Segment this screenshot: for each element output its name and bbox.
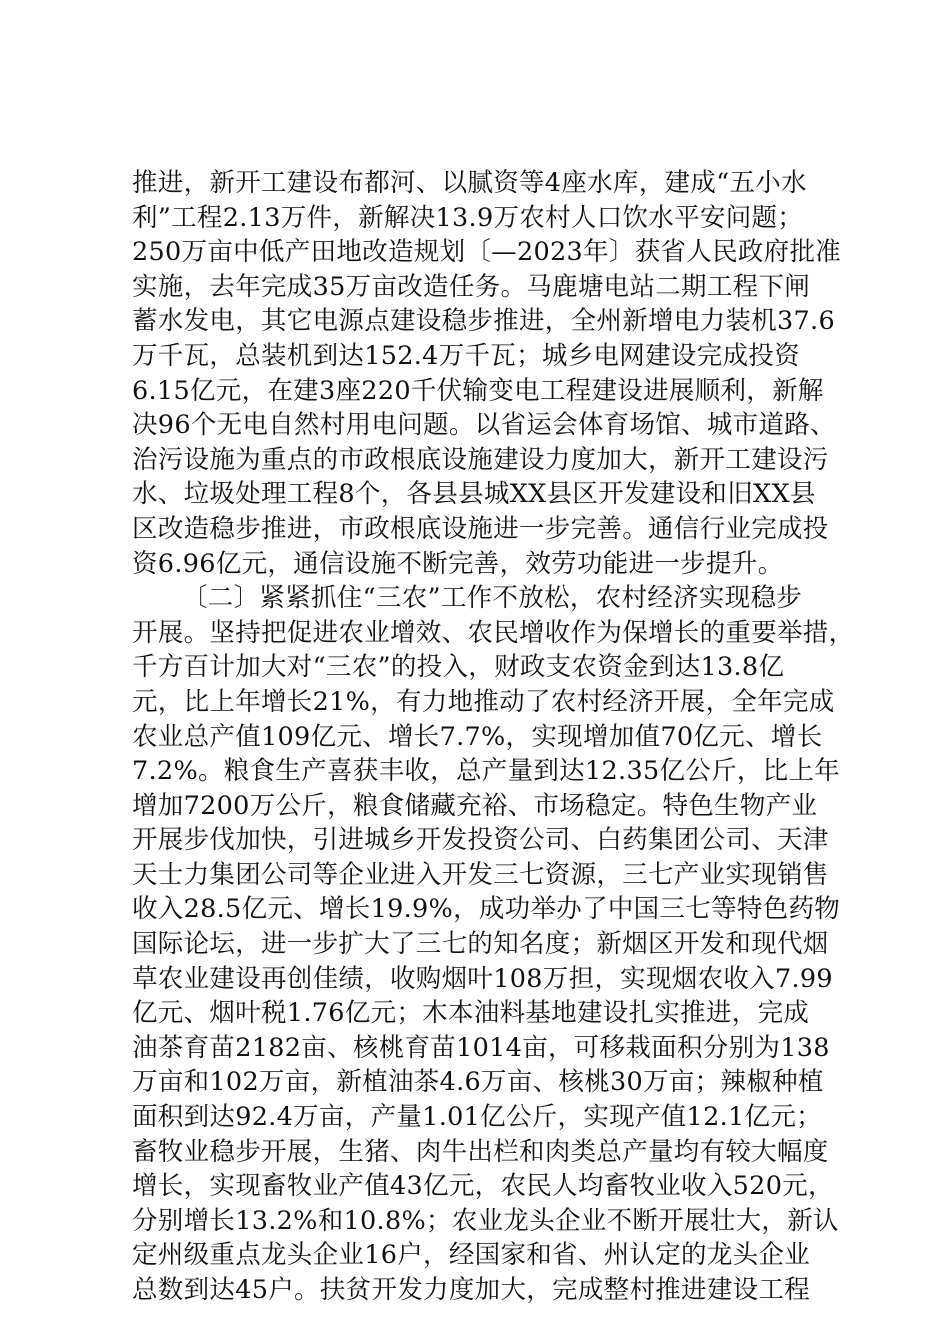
text-line: 推进，新开工建设布都河、以腻资等4座水库，建成“五小水 (132, 168, 807, 198)
text-line: 7.2%。粮食生产喜获丰收，总产量到达12.35亿公斤，比上年 (132, 756, 841, 787)
text-line: 资6.96亿元，通信设施不断完善，效劳功能进一步提升。 (132, 548, 784, 579)
text-line: 收入28.5亿元、增长19.9%，成功举办了中国三七等特色药物 (132, 894, 841, 925)
text-line: 草农业建设再创佳绩，收购烟叶108万担，实现烟农收入7.99 (132, 963, 833, 994)
text-line: 元，比上年增长21%，有力地推动了农村经济开展，全年完成 (132, 686, 835, 717)
text-line: 万亩和102万亩，新植油茶4.6万亩、核桃30万亩；辣椒种植 (132, 1067, 824, 1098)
text-line: 国际论坛，进一步扩大了三七的知名度；新烟区开发和现代烟 (132, 929, 829, 960)
text-line: 6.15亿元，在建3座220千伏输变电工程建设进展顺利，新解 (132, 375, 824, 406)
text-line: 增加7200万公斤，粮食储藏充裕、市场稳定。特色生物产业 (132, 790, 818, 821)
text-line: 实施，去年完成35万亩改造任务。马鹿塘电站二期工程下闸 (132, 271, 811, 302)
text-line: 决96个无电自然村用电问题。以省运会体育场馆、城市道路、 (132, 410, 836, 441)
text-line: 利”工程2.13万件，新解决13.9万农村人口饮水平安问题； (132, 202, 804, 233)
text-line: 万千瓦，总装机到达152.4万千瓦；城乡电网建设完成投资 (132, 340, 800, 371)
text-line: 油茶育苗2182亩、核桃育苗1014亩，可移栽面积分别为138 (132, 1032, 830, 1063)
text-line: 农业总产值109亿元、增长7.7%，实现增加值70亿元、增长 (132, 721, 823, 752)
text-line: 蓄水发电，其它电源点建设稳步推进，全州新增电力装机37.6 (132, 306, 835, 337)
text-line: 区改造稳步推进，市政根底设施进一步完善。通信行业完成投 (132, 513, 829, 544)
text-line: 水、垃圾处理工程8个，各县县城XX县区开发建设和旧XX县 (132, 479, 816, 510)
text-line: 天士力集团公司等企业进入开发三七资源，三七产业实现销售 (132, 859, 829, 890)
text-line: 畜牧业稳步开展，生猪、肉牛出栏和肉类总产量均有较大幅度 (132, 1136, 829, 1167)
text-line: 总数到达45户。扶贫开发力度加大，完成整村推进建设工程 (132, 1275, 811, 1305)
text-line: 分别增长13.2%和10.8%；农业龙头企业不断开展壮大，新认 (132, 1205, 839, 1236)
body-text (132, 166, 855, 1308)
text-line: 开展步伐加快，引进城乡开发投资公司、白药集团公司、天津 (132, 825, 829, 856)
text-line: 250万亩中低产田地改造规划〔—2023年〕获省人民政府批准 (132, 237, 842, 268)
text-line: 开展。坚持把促进农业增效、农民增收作为保增长的重要举措， (132, 617, 855, 648)
text-line: 增长，实现畜牧业产值43亿元，农民人均畜牧业收入520元， (132, 1171, 834, 1202)
text-line: 千方百计加大对“三农”的投入，财政支农资金到达13.8亿 (132, 652, 785, 683)
text-line: 面积到达92.4万亩，产量1.01亿公斤，实现产值12.1亿元； (132, 1102, 822, 1133)
text-line: 定州级重点龙头企业16户，经国家和省、州认定的龙头企业 (132, 1240, 811, 1271)
section-heading-line: 〔二〕紧紧抓住“三农”工作不放松，农村经济实现稳步 (182, 583, 803, 614)
text-line: 治污设施为重点的市政根底设施建设力度加大，新开工建设污 (132, 444, 829, 475)
text-line: 亿元、烟叶税1.76亿元；木本油料基地建设扎实推进，完成 (132, 998, 810, 1029)
